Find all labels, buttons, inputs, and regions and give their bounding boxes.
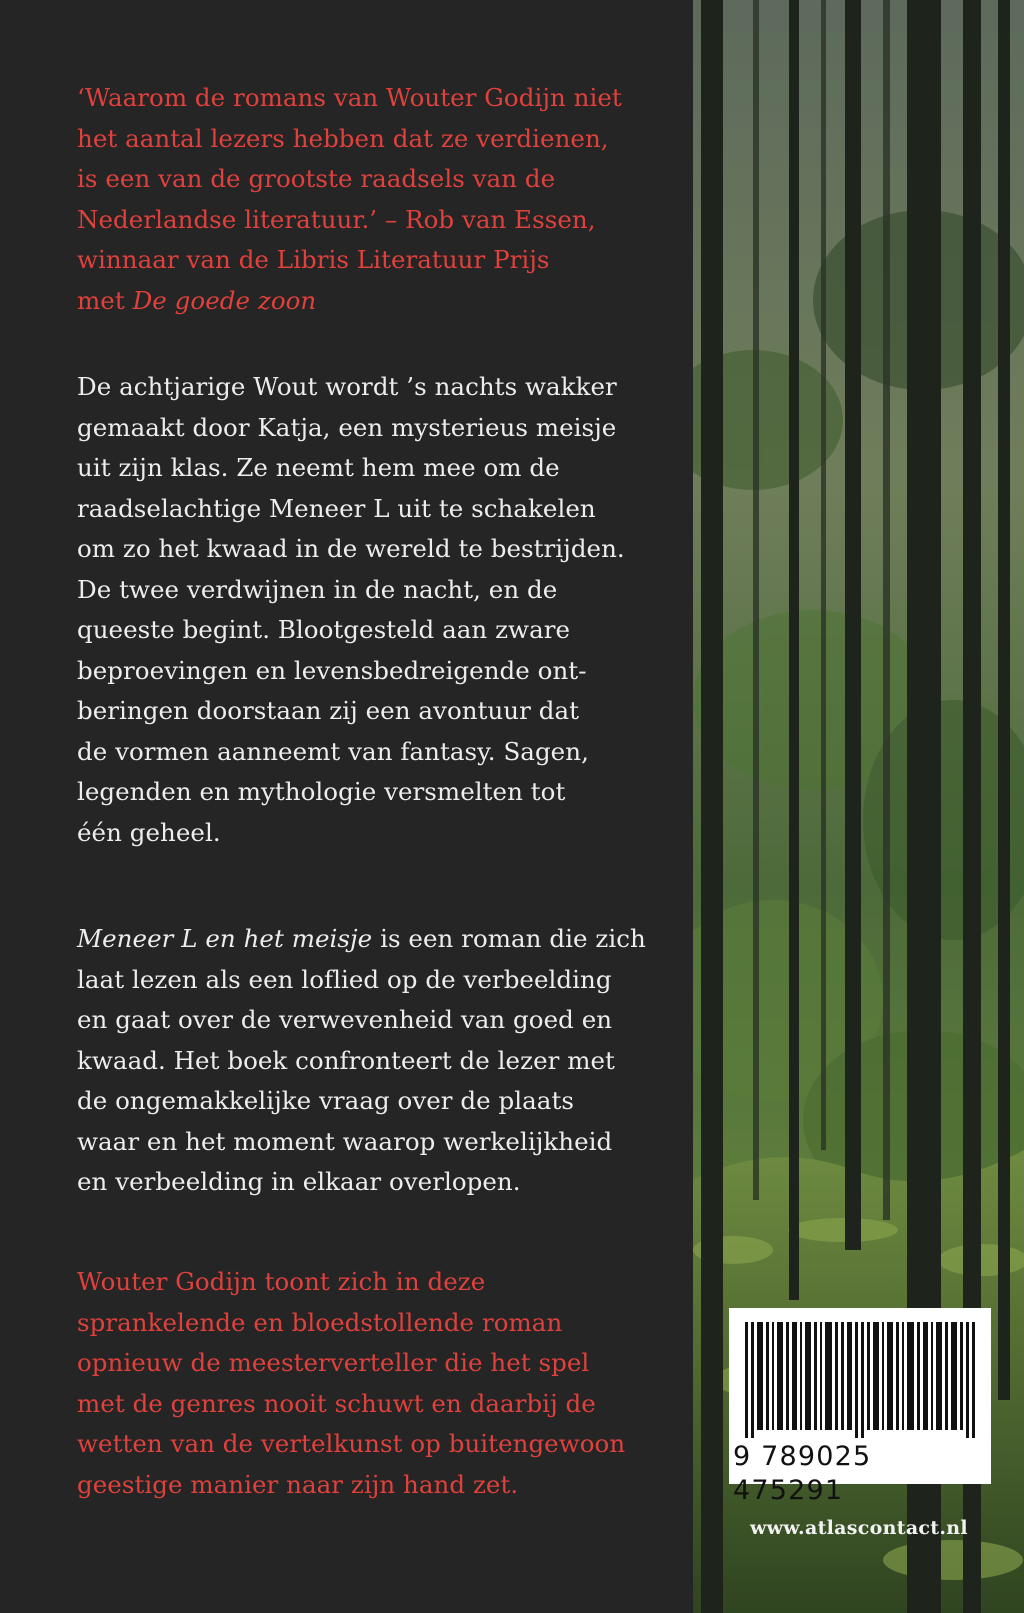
synopsis-paragraph xyxy=(77,367,637,853)
synopsis-line: één geheel. xyxy=(77,817,221,847)
synopsis-line: uit zijn klas. Ze neemt hem mee om de xyxy=(77,453,560,482)
synopsis-line: om zo het kwaad in de wereld te bestrijden. xyxy=(77,534,625,563)
publisher-website: www.atlascontact.nl xyxy=(750,1517,968,1539)
closing-line: Wouter Godijn toont zich in deze xyxy=(77,1267,486,1296)
synopsis-line: De twee verdwijnen in de nacht, en de xyxy=(77,574,558,604)
quote-line: is een van de grootste raadsels van de xyxy=(77,164,556,193)
quote-line: winnaar van de Libris Literatuur Prijs xyxy=(77,245,550,274)
theme-line: de ongemakkelijke vraag over de plaats xyxy=(77,1086,574,1115)
theme-paragraph xyxy=(77,919,646,1203)
quote-line: ‘Waarom de romans van Wouter Godijn niet xyxy=(77,83,622,112)
barcode xyxy=(729,1308,991,1506)
synopsis-line: De achtjarige Wout wordt ’s nachts wakker xyxy=(77,372,617,401)
theme-line: en gaat over de verwevenheid van goed en xyxy=(77,1005,613,1034)
synopsis-line: legenden en mythologie versmelten tot xyxy=(77,777,566,806)
barcode-bars xyxy=(743,1322,977,1438)
theme-line: kwaad. Het boek confronteert de lezer met xyxy=(77,1045,615,1075)
closing-paragraph xyxy=(77,1262,637,1505)
closing-line: met de genres nooit schuwt en daarbij de xyxy=(77,1388,596,1418)
closing-line: sprankelende en bloedstollende roman xyxy=(77,1307,563,1337)
synopsis-line: queeste begint. Blootgesteld aan zware xyxy=(77,615,571,644)
isbn-digits: 9 789025 475291 xyxy=(733,1441,872,1506)
synopsis-line: gemaakt door Katja, een mysterieus meisje xyxy=(77,412,617,442)
closing-line: geestige manier naar zijn hand zet. xyxy=(77,1469,519,1499)
quote-line: Nederlandse literatuur.’ – Rob van Essen, xyxy=(77,204,596,234)
synopsis-line: beringen doorstaan zij een avontuur dat xyxy=(77,696,580,725)
quote-line: het aantal lezers hebben dat ze verdienen, xyxy=(77,123,609,153)
synopsis-line: de vormen aanneemt van fantasy. Sagen, xyxy=(77,736,589,766)
quote-line-last xyxy=(77,281,637,322)
closing-line: opnieuw de meesterverteller die het spel xyxy=(77,1348,590,1377)
synopsis-line: raadselachtige Meneer L uit te schakelen xyxy=(77,493,596,523)
quote-prefix: met xyxy=(77,285,133,315)
theme-line: laat lezen als een loflied op de verbeelding xyxy=(77,964,612,994)
closing-line: wetten van de vertelkunst op buitengewoon xyxy=(77,1429,626,1458)
book-title-reference: De goede zoon xyxy=(132,285,317,315)
theme-first-rest: is een roman die zich xyxy=(372,924,646,953)
theme-line: en verbeelding in elkaar overlopen. xyxy=(77,1167,521,1196)
theme-line-first xyxy=(77,919,646,960)
book-title: Meneer L en het meisje xyxy=(77,924,373,953)
theme-line: waar en het moment waarop werkelijkheid xyxy=(77,1126,613,1156)
review-quote xyxy=(77,78,637,321)
synopsis-line: beproevingen en levensbedreigende ont- xyxy=(77,655,587,685)
